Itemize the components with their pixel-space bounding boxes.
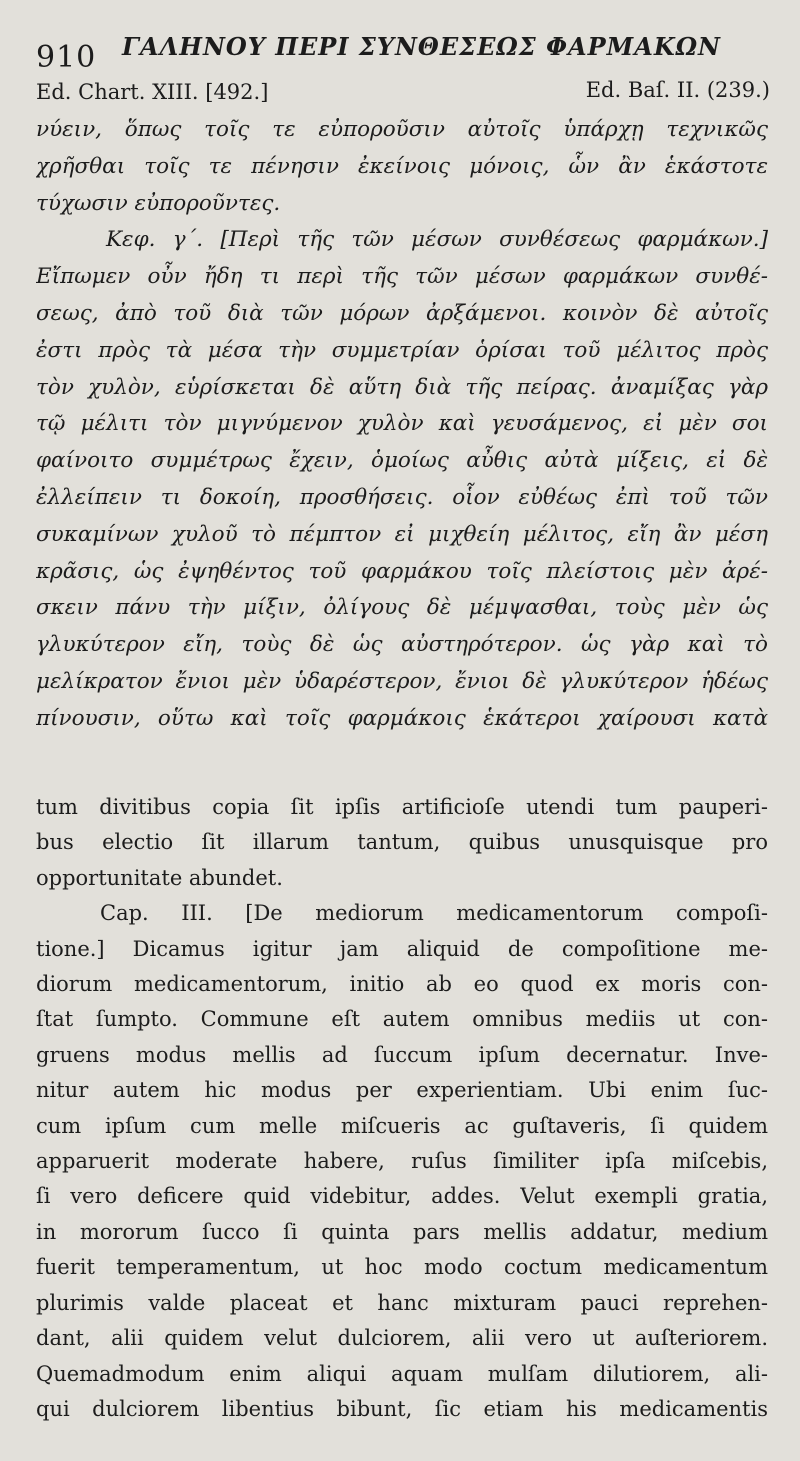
running-title: ΓΑΛΗΝΟΥ ΠΕΡΙ ΣΥΝΘΕΣΕΩΣ ΦΑΡΜΑΚΩΝ [122, 32, 721, 61]
greek-line: γλυκύτερον εἴη, τοὺς δὲ ὡς αὐστηρότερον. ὡς γὰρ καὶ τὸ [36, 632, 768, 658]
latin-line: apparuerit moderate habere, ruſus ſimiliter ipſa miſcebis, [36, 1149, 768, 1174]
latin-line: gruens modus mellis ad ſuccum ipſum decernatur. Inve- [36, 1042, 768, 1067]
greek-line: τύχωσιν εὐποροῦντες. [36, 190, 281, 216]
greek-line: σεως, ἀπὸ τοῦ διὰ τῶν μόρων ἀρξάμενοι. κοινὸν δὲ αὐτοῖς [36, 300, 768, 326]
latin-line: diorum medicamentorum, initio ab eo quod ex moris con- [36, 972, 768, 997]
greek-text-block [36, 112, 768, 738]
latin-line: Quemadmodum enim aliqui aquam mulſam dilutiorem, ali- [36, 1361, 768, 1386]
latin-line: nitur autem hic modus per experientiam. Ubi enim ſuc- [36, 1078, 768, 1103]
latin-line: tum divitibus copia ſit ipſis artificioſe utendi tum pauperi- [36, 795, 768, 819]
edition-line [36, 80, 770, 110]
greek-line: νύειν, ὅπως τοῖς τε εὐποροῦσιν αὐτοῖς ὑπάρχῃ τεχνικῶς [36, 117, 768, 142]
page-number: 910 [36, 40, 97, 75]
latin-chapter-heading: Cap. III. [De mediorum medicamentorum compoſi- [100, 901, 768, 926]
latin-line: in mororum ſucco ſi quinta pars mellis addatur, medium [36, 1219, 768, 1244]
greek-line: ἐστι πρὸς τὰ μέσα τὴν συμμετρίαν ὁρίσαι τοῦ μέλιτος πρὸς [36, 337, 768, 363]
greek-chapter-heading: Κεφ. γ΄. [Περὶ τῆς τῶν μέσων συνθέσεως φαρμάκων.] [106, 227, 768, 253]
greek-line: ἐλλείπειν τι δοκοίη, προσθήσεις. οἷον εὐθέως ἐπὶ τοῦ τῶν [36, 484, 768, 510]
greek-line: χρῆσθαι τοῖς τε πένησιν ἐκείνοις μόνοις, ὧν ἂν ἑκάστοτε [36, 153, 768, 179]
greek-line: κρᾶσις, ὡς ἐψηθέντος τοῦ φαρμάκου τοῖς πλείστοις μὲν ἀρέ- [36, 558, 768, 584]
latin-text-block [36, 790, 768, 1427]
greek-line: φαίνοιτο συμμέτρως ἔχειν, ὁμοίως αὖθις αὐτὰ μίξεις, εἰ δὲ [36, 448, 768, 474]
running-head [36, 26, 776, 75]
greek-line: σκειν πάνυ τὴν μίξιν, ὀλίγους δὲ μέμψασθαι, τοὺς μὲν ὡς [36, 595, 768, 621]
latin-line: dant, alii quidem velut dulciorem, alii vero ut auſteriorem. [36, 1326, 768, 1351]
greek-line: τὸν χυλὸν, εὑρίσκεται δὲ αὕτη διὰ τῆς πείρας. ἀναμίξας γὰρ [36, 374, 768, 400]
greek-line: πίνουσιν, οὕτω καὶ τοῖς φαρμάκοις ἑκάτεροι χαίρουσι κατὰ [36, 705, 768, 731]
latin-line: ſi vero deficere quid videbitur, addes. Velut exempli gratia, [36, 1184, 768, 1209]
latin-line: tione.] Dicamus igitur jam aliquid de compoſitione me- [36, 936, 768, 961]
edition-chart-reference: Ed. Chart. XIII. [492.] [36, 80, 269, 104]
latin-line: opportunitate abundet. [36, 865, 283, 890]
latin-line: plurimis valde placeat et hanc mixturam pauci reprehen- [36, 1290, 768, 1315]
greek-line: Εἴπωμεν οὖν ἤδη τι περὶ τῆς τῶν μέσων φαρμάκων συνθέ- [36, 264, 768, 290]
latin-line: ſtat ſumpto. Commune eſt autem omnibus mediis ut con- [36, 1007, 768, 1032]
greek-line: τῷ μέλιτι τὸν μιγνύμενον χυλὸν καὶ γευσάμενος, εἰ μὲν σοι [36, 411, 768, 437]
latin-line: cum ipſum cum melle miſcueris ac guſtaveris, ſi quidem [36, 1113, 768, 1138]
edition-basel-reference: Ed. Baſ. II. (239.) [585, 78, 770, 102]
greek-line: συκαμίνων χυλοῦ τὸ πέμπτον εἰ μιχθείη μέλιτος, εἴη ἂν μέση [36, 521, 768, 547]
greek-line: μελίκρατον ἔνιοι μὲν ὑδαρέστερον, ἔνιοι δὲ γλυκύτερον ἡδέως [36, 668, 768, 694]
latin-line: fuerit temperamentum, ut hoc modo coctum medicamentum [36, 1255, 768, 1280]
latin-line: bus electio ſit illarum tantum, quibus unusquisque pro [36, 830, 768, 855]
latin-line: qui dulciorem libentius bibunt, ſic etiam his medicamentis [36, 1396, 768, 1421]
